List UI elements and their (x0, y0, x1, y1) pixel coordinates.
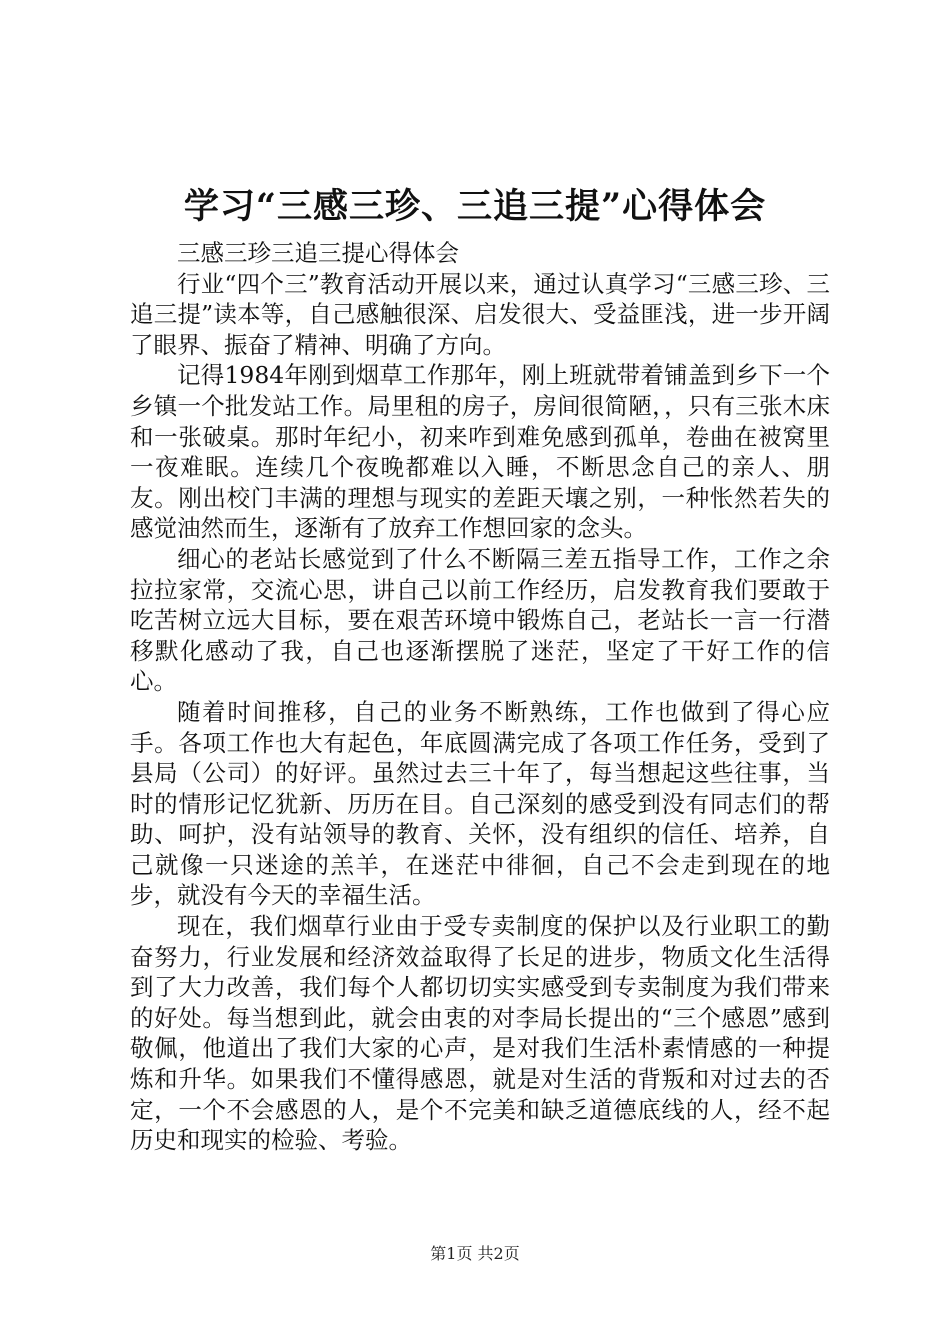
document-title: 学习“三感三珍、三追三提”心得体会 (183, 186, 767, 227)
paragraph-gratitude: 现在，我们烟草行业由于受专卖制度的保护以及行业职工的勤奋努力，行业发展和经济效益取得了长足的进步，物质文化生活得到了大力改善，我们每个人都切切实实感受到专卖制度为我们带来的好处。每当想到此，就会由衷的对李局长提出的“三个感恩”感到敬佩，他道出了我们大家的心声，是对我们生活朴素情感的一种提炼和升华。如果我们不懂得感恩，就是对生活的背叛和对过去的否定，一个不会感恩的人，是个不完美和缺乏道德底线的人，经不起历史和现实的检验、考验。 (130, 912, 830, 1155)
page-footer: 第1页 共2页 (430, 1244, 520, 1263)
paragraph-progress: 随着时间推移，自己的业务不断熟练，工作也做到了得心应手。各项工作也大有起色，年底圆满完成了各项工作任务，受到了县局（公司）的好评。虽然过去三十年了，每当想起这些往事，当时的情形记忆犹新、历历在目。自己深刻的感受到没有同志们的帮助、呵护，没有站领导的教育、关怀，没有组织的信任、培养，自己就像一只迷途的羔羊，在迷茫中徘徊，自己不会走到现在的地步，就没有今天的幸福生活。 (130, 697, 830, 910)
paragraph-memory-1984: 记得1984年刚到烟草工作那年，刚上班就带着铺盖到乡下一个乡镇一个批发站工作。局里租的房子，房间很简陋，，只有三张木床和一张破桌。那时年纪小，初来咋到难免感到孤单，卷曲在被窝里一夜难眠。连续几个夜晚都难以入睡，不断思念自己的亲人、朋友。刚出校门丰满的理想与现实的差距天壤之别，一种怅然若失的感觉油然而生，逐渐有了放弃工作想回家的念头。 (130, 361, 830, 543)
paragraph-intro: 行业“四个三”教育活动开展以来，通过认真学习“三感三珍、三追三提”读本等，自己感触很深、启发很大、受益匪浅，进一步开阔了眼界、振奋了精神、明确了方向。 (130, 269, 830, 359)
paragraph-station-master: 细心的老站长感觉到了什么不断隔三差五指导工作，工作之余拉拉家常，交流心思，讲自己以前工作经历，启发教育我们要敢于吃苦树立远大目标，要在艰苦环境中锻炼自己，老站长一言一行潜移默化感动了我，自己也逐渐摆脱了迷茫，坚定了干好工作的信心。 (130, 544, 830, 696)
document-body (130, 238, 830, 1156)
paragraph-subtitle: 三感三珍三追三提心得体会 (177, 239, 459, 267)
